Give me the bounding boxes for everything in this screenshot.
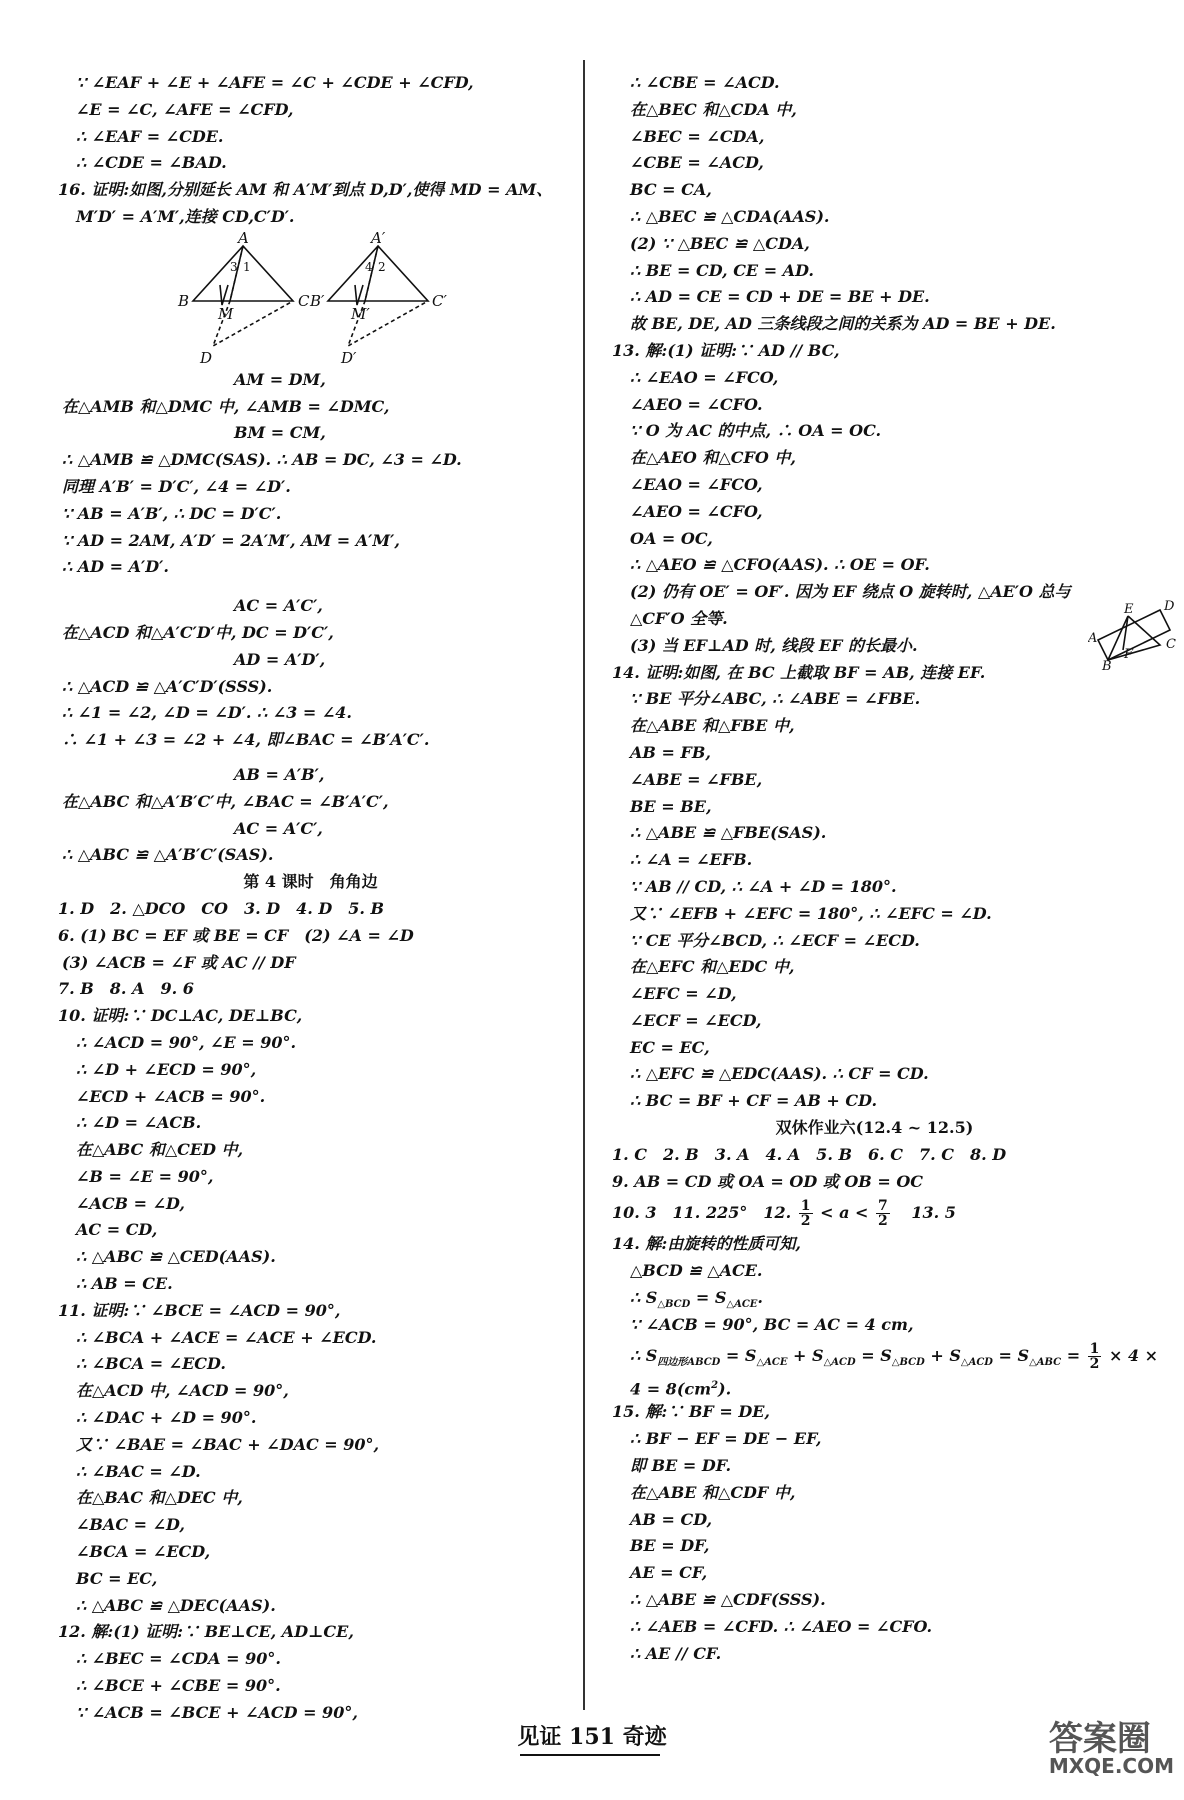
fraction-one-half: $\frac{1}{2}$ — [800, 1198, 811, 1230]
figure-14 — [1088, 600, 1178, 670]
svg-text:F: F — [1124, 647, 1134, 662]
svg-text:B: B — [1102, 659, 1112, 670]
text-line: ∴ △AEO ≌ △CFO(AAS). ∴ OE = OF. — [630, 555, 930, 575]
text-line: AB = A′B′, — [234, 764, 325, 784]
inequality: < a < — [820, 1203, 869, 1223]
text-line: 在△BEC 和△CDA 中, — [630, 99, 797, 119]
label-D: D — [200, 348, 213, 367]
svg-text:E: E — [1124, 602, 1134, 617]
text-line: 在△ABE 和△FBE 中, — [630, 716, 795, 736]
text-line: ∴ BC = BF + CF = AB + CD. — [630, 1091, 878, 1111]
text-line: ∴ ∠EAO = ∠FCO, — [630, 367, 779, 387]
svg-text:A: A — [1088, 631, 1098, 646]
text-line: ∴ ∠CBE = ∠ACD. — [630, 73, 780, 92]
text-line: 又∵ ∠EFB + ∠EFC = 180°, ∴ ∠EFC = ∠D. — [630, 903, 992, 923]
text-line: ∴ ∠BAC = ∠D. — [76, 1461, 201, 1481]
text-line: ∵ CE 平分∠BCD, ∴ ∠ECF = ∠ECD. — [630, 930, 920, 950]
text-line: ∠AEO = ∠CFO, — [630, 501, 763, 521]
problem-15-title: 15. 解:∵ BF = DE, — [612, 1402, 770, 1422]
text-line: BC = EC, — [76, 1568, 158, 1588]
text-line: ∵ AD = 2AM, A′D′ = 2A′M′, AM = A′M′, — [62, 530, 400, 550]
text-line: ∴ AE // CF. — [630, 1643, 722, 1663]
text-line: AB = FB, — [630, 742, 711, 762]
text-line: ∴ ∠ACD = 90°, ∠E = 90°. — [76, 1032, 297, 1052]
text-line: ∠AEO = ∠CFO. — [630, 394, 763, 414]
text-line: (2) ∵ △BEC ≌ △CDA, — [630, 233, 810, 253]
text-line: ∴ △ABC ≌ △CED(AAS). — [76, 1247, 276, 1267]
text-line: AB = CD, — [630, 1509, 713, 1529]
text-line: ∴ ∠BEC = ∠CDA = 90°. — [76, 1649, 281, 1669]
text-line: ∴ ∠BCA + ∠ACE = ∠ACE + ∠ECD. — [76, 1327, 377, 1347]
text-line: 在△BAC 和△DEC 中, — [76, 1488, 243, 1508]
text-line: AC = A′C′, — [234, 818, 323, 838]
label-4: 4 — [365, 259, 373, 274]
text-line: ∠CBE = ∠ACD, — [630, 153, 764, 173]
text-line: ∠BCA = ∠ECD, — [76, 1542, 211, 1562]
text-line: ∴ ∠1 = ∠2, ∠D = ∠D′. ∴ ∠3 = ∠4. — [62, 703, 352, 723]
text-line: ∴ ∠1 + ∠3 = ∠2 + ∠4, 即∠BAC = ∠B′A′C′. — [62, 730, 430, 750]
right-column — [612, 70, 1159, 1667]
svg-text:C: C — [1166, 637, 1176, 652]
text-line: ∠BAC = ∠D, — [76, 1515, 185, 1535]
problem-10-title: 10. 证明:∵ DC⊥AC, DE⊥BC, — [58, 1006, 303, 1026]
label-C-prime: C′ — [432, 291, 447, 310]
label-1: 1 — [243, 259, 251, 274]
problem-12-title: 12. 解:(1) 证明:∵ BE⊥CE, AD⊥CE, — [58, 1622, 354, 1642]
text-line: ∴ ∠A = ∠EFB. — [630, 850, 753, 870]
label-A-prime: A′ — [371, 230, 386, 247]
label-3: 3 — [230, 259, 238, 274]
text-line: ∴ BF − EF = DE − EF, — [630, 1429, 822, 1449]
text-line: ∠ABE = ∠FBE, — [630, 769, 763, 789]
problem-11-title: 11. 证明:∵ ∠BCE = ∠ACD = 90°, — [58, 1300, 341, 1320]
text-line: AD = A′D′, — [234, 649, 326, 669]
text-line: AC = A′C′, — [234, 596, 323, 616]
label-B: B — [178, 291, 190, 310]
text-line: ∴ △ACD ≌ △A′C′D′(SSS). — [62, 676, 273, 696]
section-heading: 第 4 课时 角角边 — [243, 872, 378, 892]
text-line: 即 BE = DF. — [630, 1456, 732, 1476]
text-line: BE = BE, — [630, 796, 712, 816]
text-line: AE = CF, — [630, 1563, 708, 1583]
text-line: 在△ABE 和△CDF 中, — [630, 1482, 796, 1502]
text-line: ∴ AD = A′D′. — [62, 557, 169, 577]
figure-16 — [58, 231, 563, 367]
label-C: C — [298, 291, 310, 310]
text-line: AM = DM, — [234, 369, 326, 389]
text-line: ∵ AB // CD, ∴ ∠A + ∠D = 180°. — [630, 876, 897, 896]
left-column — [58, 70, 563, 1727]
text-line: ∠B = ∠E = 90°, — [76, 1166, 214, 1186]
text-line: ∴ ∠CDE = ∠BAD. — [76, 153, 227, 173]
text-line: ∴ ∠AEB = ∠CFD. ∴ ∠AEO = ∠CFO. — [630, 1616, 933, 1636]
text-line: ∴ △ABE ≌ △FBE(SAS). — [630, 823, 827, 843]
spacer — [58, 754, 563, 762]
text-line: 在△AEO 和△CFO 中, — [630, 448, 796, 468]
label-D-prime: D′ — [341, 348, 357, 367]
text-line: BM = CM, — [234, 423, 326, 443]
text-line: ∵ ∠ACB = 90°, BC = AC = 4 cm, — [630, 1314, 914, 1334]
text-line: 9. AB = CD 或 OA = OD 或 OB = OC — [612, 1171, 924, 1191]
text-line: BC = CA, — [630, 180, 712, 200]
footer-rule — [520, 1754, 660, 1756]
text-line: ∴ BE = CD, CE = AD. — [630, 260, 814, 280]
text-line: AC = CD, — [76, 1220, 158, 1240]
problem-16-title: 16. 证明:如图,分别延长 AM 和 A′M′到点 D,D′,使得 MD = AM、 — [58, 180, 553, 200]
text-line: 又∵ ∠BAE = ∠BAC + ∠DAC = 90°, — [76, 1434, 380, 1454]
text-line: ∠ECD + ∠ACB = 90°. — [76, 1086, 266, 1106]
section-heading: 双休作业六(12.4 ~ 12.5) — [775, 1118, 974, 1138]
spacer — [58, 581, 563, 593]
text-line — [612, 1195, 1137, 1231]
text-line: ∵ ∠EAF + ∠E + ∠AFE = ∠C + ∠CDE + ∠CFD, — [76, 73, 474, 92]
watermark-logo: 答案圈 MXQE.COM — [1048, 1719, 1174, 1778]
text-line: 在△ABC 和△A′B′C′中, ∠BAC = ∠B′A′C′, — [62, 791, 389, 811]
label-M: M — [218, 304, 234, 323]
text-line: ∴ ∠DAC + ∠D = 90°. — [76, 1408, 257, 1428]
text-line: 6. (1) BC = EF 或 BE = CF (2) ∠A = ∠D — [58, 925, 414, 945]
text-line: ∵ ∠ACB = ∠BCE + ∠ACD = 90°, — [76, 1702, 358, 1722]
text-line: ∴ △EFC ≌ △EDC(AAS). ∴ CF = CD. — [630, 1064, 929, 1084]
problem-13-title: 13. 解:(1) 证明:∵ AD // BC, — [612, 340, 840, 360]
text-line: ∴ △ABC ≌ △A′B′C′(SAS). — [62, 845, 274, 865]
text-line: 在△AMB 和△DMC 中, ∠AMB = ∠DMC, — [62, 396, 390, 416]
text-line: ∠ACB = ∠D, — [76, 1193, 185, 1213]
label-2: 2 — [378, 259, 386, 274]
text-line: ∴ ∠BCA = ∠ECD. — [76, 1354, 226, 1374]
label-M-prime: M′ — [351, 304, 370, 323]
text-line: OA = OC, — [630, 528, 713, 548]
fraction-seven-halves: $\frac{7}{2}$ — [878, 1198, 888, 1230]
text-line: 1. C 2. B 3. A 4. A 5. B 6. C 7. C 8. D — [612, 1144, 1007, 1164]
text-line: ∴ △AMB ≌ △DMC(SAS). ∴ AB = DC, ∠3 = ∠D. — [62, 450, 462, 470]
text-line: ∠EAO = ∠FCO, — [630, 474, 763, 494]
text-line: ∵ AB = A′B′, ∴ DC = D′C′. — [62, 503, 282, 523]
text-line: ∠EFC = ∠D, — [630, 984, 737, 1004]
text-line: 同理 A′B′ = D′C′, ∠4 = ∠D′. — [62, 476, 291, 496]
text-line: 在△ABC 和△CED 中, — [76, 1140, 244, 1160]
text-line: BE = DF, — [630, 1536, 710, 1556]
text-line: ∴ ∠EAF = ∠CDE. — [76, 126, 224, 146]
label-A: A — [238, 230, 249, 247]
text-line: △BCD ≌ △ACE. — [630, 1261, 763, 1281]
column-divider — [583, 60, 585, 1710]
text-line: ∴ $S_{四边形ABCD} = S_{\triangle ACE} + S_{\triangle ACD} = S_{\triangle BCD} + S_{\triangle ACD} = S_{\triangle ABC}$ = $\frac{1}{2}$ × 4 × — [630, 1340, 1159, 1372]
svg-text:D: D — [1164, 600, 1175, 614]
text-line: 1. D 2. △DCO CO 3. D 4. D 5. B — [58, 898, 385, 918]
text-line: (2) 仍有 OE′ = OF′. 因为 EF 绕点 O 旋转时, △AE′O 总与 — [630, 582, 1071, 602]
triangle-diagram — [58, 231, 563, 367]
text-line: 在△ACD 和△A′C′D′中, DC = D′C′, — [62, 622, 334, 642]
text-line: ∴ AD = CE = CD + DE = BE + DE. — [630, 287, 930, 307]
answer-13: 13. 5 — [911, 1203, 956, 1223]
text-line: ∴ △BEC ≌ △CDA(AAS). — [630, 206, 830, 226]
page-footer — [0, 1720, 1184, 1751]
text-line: ∵ O 为 AC 的中点, ∴ OA = OC. — [630, 421, 882, 441]
text-line: ∴ $S_{\triangle BCD} = S_{\triangle ACE}$. — [630, 1288, 763, 1311]
text-line: ∠BEC = ∠CDA, — [630, 126, 765, 146]
text-line: (3) 当 EF⊥AD 时, 线段 EF 的长最小. — [630, 635, 918, 655]
text-line: M′D′ = A′M′,连接 CD,C′D′. — [76, 206, 295, 226]
text-line: 故 BE, DE, AD 三条线段之间的关系为 AD = BE + DE. — [630, 314, 1056, 334]
text-line: ∵ BE 平分∠ABC, ∴ ∠ABE = ∠FBE. — [630, 689, 921, 709]
answers-10-12: 10. 3 11. 225° 12. — [612, 1203, 792, 1223]
text-line: ∴ ∠D = ∠ACB. — [76, 1113, 202, 1133]
text-line: 在△ACD 中, ∠ACD = 90°, — [76, 1381, 289, 1401]
text-line: EC = EC, — [630, 1037, 710, 1057]
text-line: 在△EFC 和△EDC 中, — [630, 957, 795, 977]
text-line: ∠E = ∠C, ∠AFE = ∠CFD, — [76, 99, 294, 119]
text-line: ∴ ∠D + ∠ECD = 90°, — [76, 1059, 257, 1079]
text-line: ∠ECF = ∠ECD, — [630, 1010, 762, 1030]
text-line: ∴ ∠BCE + ∠CBE = 90°. — [76, 1676, 281, 1696]
problem-14b-title: 14. 解:由旋转的性质可知, — [612, 1234, 801, 1254]
label-B-prime: B′ — [310, 291, 325, 310]
text-line: (3) ∠ACB = ∠F 或 AC // DF — [62, 952, 296, 972]
problem-14-title: 14. 证明:如图, 在 BC 上截取 BF = AB, 连接 EF. — [612, 662, 986, 682]
text-line: $4 = 8(cm^2)$. — [630, 1378, 732, 1398]
text-line: ∴ △ABC ≌ △DEC(AAS). — [76, 1595, 276, 1615]
text-line: 7. B 8. A 9. 6 — [58, 979, 194, 999]
text-line: ∴ AB = CE. — [76, 1274, 173, 1294]
text-line: ∴ △ABE ≌ △CDF(SSS). — [630, 1590, 826, 1610]
page-number: 见证 151 奇迹 — [517, 1724, 667, 1750]
text-line: △CF′O 全等. — [630, 608, 728, 628]
